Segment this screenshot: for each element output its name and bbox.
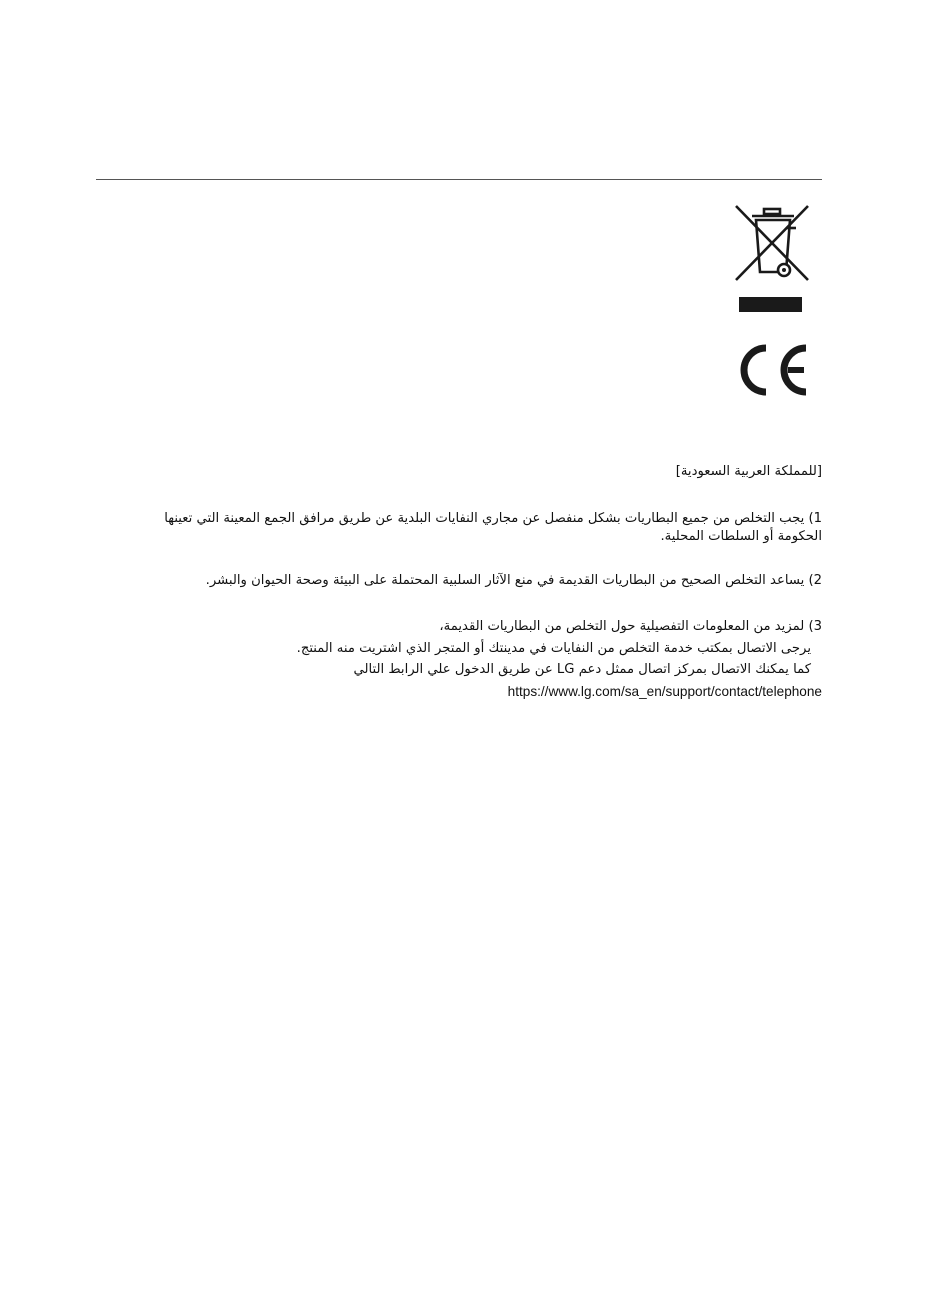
weee-underline-bar xyxy=(739,297,802,312)
list-item: 1) يجب التخلص من جميع البطاريات بشكل منفصل عن مجاري النفايات البلدية عن طريق مرافق الجمع المعينة التي تعينها الحكومة أو السلطات المحلية. xyxy=(164,511,822,544)
list-item: 2) يساعد التخلص الصحيح من البطاريات القديمة في منع الآثار السلبية المحتملة على البيئة وصحة الحيوان والبشر. xyxy=(205,573,822,588)
crossed-out-wheelie-bin-icon xyxy=(734,204,810,282)
header-divider xyxy=(96,179,822,180)
section-heading: [للمملكة العربية السعودية] xyxy=(675,464,822,479)
support-url-link[interactable]: https://www.lg.com/sa_en/support/contact/telephone xyxy=(507,684,822,699)
sub-line: كما يمكنك الاتصال بمركز اتصال ممثل دعم LG عن طريق الدخول علي الرابط التالي xyxy=(353,662,811,677)
list-item: 3) لمزيد من المعلومات التفصيلية حول التخلص من البطاريات القديمة، xyxy=(439,619,822,634)
sub-line: يرجى الاتصال بمكتب خدمة التخلص من النفايات في مدينتك أو المتجر الذي اشتريت منه المنتج. xyxy=(296,641,811,656)
ce-mark-icon xyxy=(736,344,810,396)
